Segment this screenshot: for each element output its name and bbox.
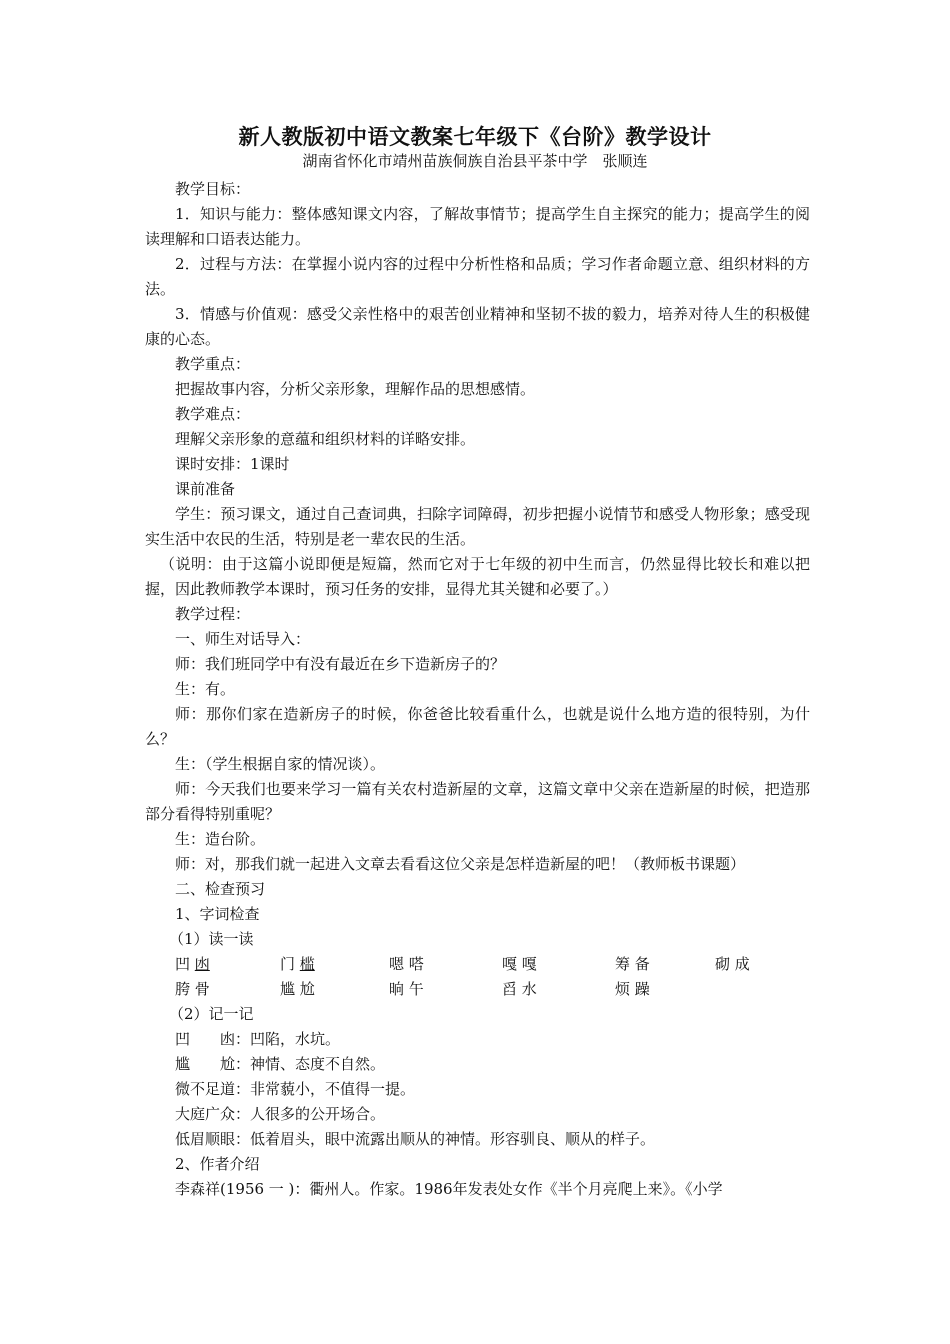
gloss-item: 微不足道：非常藐小，不值得一提。 [175,1080,416,1098]
vocab-word: 嘎 嘎 [502,955,537,973]
dialog-line: 师：对，那我们就一起进入文章去看看这位父亲是怎样造新屋的吧！（教师板书课题） [175,855,746,873]
document-title: 新人教版初中语文教案七年级下《台阶》教学设计 [238,124,712,149]
objective-1: 1．知识与能力：整体感知课文内容，了解故事情节；提高学生自主探究的能力；提高学生的阅读理解和口语表达能力。 [145,205,810,248]
key-text: 把握故事内容，分析父亲形象，理解作品的思想感情。 [175,380,536,398]
vocab-word: 胯 骨 [175,980,210,998]
vocab-word: 凹 凼 [175,955,210,973]
gloss-item: 尴 尬：神情、态度不自然。 [175,1055,386,1073]
read-heading: （1）读一读 [169,930,254,948]
subsection-author: 2、作者介绍 [175,1155,260,1173]
vocab-word: 筹 备 [615,955,650,973]
author-affiliation: 湖南省怀化市靖州苗族侗族自治县平茶中学 张顺连 [302,152,648,170]
objectives-heading: 教学目标： [175,180,251,198]
objective-3: 3．情感与价值观：感受父亲性格中的艰苦创业精神和坚韧不拔的毅力，培养对待人生的积极健康的心态。 [145,305,810,348]
section-2-heading: 二、检查预习 [175,880,266,898]
hours-text: 课时安排：1课时 [175,455,290,473]
dialog-line: 师：我们班同学中有没有最近在乡下造新房子的？ [175,655,506,673]
dialog-line: 师：那你们家在造新房子的时候，你爸爸比较看重什么，也就是说什么地方造的很特别，为什么？ [145,705,810,748]
dialog-line: 生：有。 [175,680,236,698]
vocab-word: 嗯 嗒 [389,955,424,973]
gloss-item: 大庭广众：人很多的公开场合。 [175,1105,386,1123]
vocab-word: 晌 午 [389,980,424,998]
process-heading: 教学过程： [175,605,251,623]
author-intro: 李森祥(1956 一 )：衢州人。作家。1986年发表处女作《半个月亮爬上来》。《小学 [175,1180,723,1198]
vocab-word: 尴 尬 [280,980,315,998]
prep-student: 学生：预习课文，通过自己查词典，扫除字词障碍，初步把握小说情节和感受人物形象；感受现实生活中农民的生活，特别是老一辈农民的生活。 [145,505,810,548]
vocab-row-1 [145,952,810,977]
difficulty-heading: 教学难点： [175,405,251,423]
subsection-vocab: 1、字词检查 [175,905,260,923]
vocab-word: 砌 成 [715,955,750,973]
section-1-heading: 一、师生对话导入： [175,630,311,648]
prep-note: （说明：由于这篇小说即便是短篇，然而它对于七年级的初中生而言，仍然显得比较长和难以把握，因此教师教学本课时，预习任务的安排，显得尤其关键和必要了。） [145,555,810,598]
vocab-word: 舀 水 [502,980,537,998]
gloss-item: 凹 凼：凹陷，水坑。 [175,1030,341,1048]
vocab-word: 烦 躁 [615,980,650,998]
key-heading: 教学重点： [175,355,251,373]
dialog-line: 师：今天我们也要来学习一篇有关农村造新屋的文章，这篇文章中父亲在造新屋的时候，把造那部分看得特别重呢？ [145,780,810,823]
remember-heading: （2）记一记 [169,1005,254,1023]
difficulty-text: 理解父亲形象的意蕴和组织材料的详略安排。 [175,430,476,448]
vocab-word: 门 槛 [280,955,315,973]
document-body [145,177,810,1202]
objective-2: 2．过程与方法：在掌握小说内容的过程中分析性格和品质；学习作者命题立意、组织材料的方法。 [145,255,810,298]
dialog-line: 生：（学生根据自家的情况谈）。 [175,755,386,773]
vocab-row-2 [145,977,810,1002]
gloss-item: 低眉顺眼：低着眉头，眼中流露出顺从的神情。形容驯良、顺从的样子。 [175,1130,656,1148]
dialog-line: 生：造台阶。 [175,830,266,848]
prep-heading: 课前准备 [175,480,236,498]
